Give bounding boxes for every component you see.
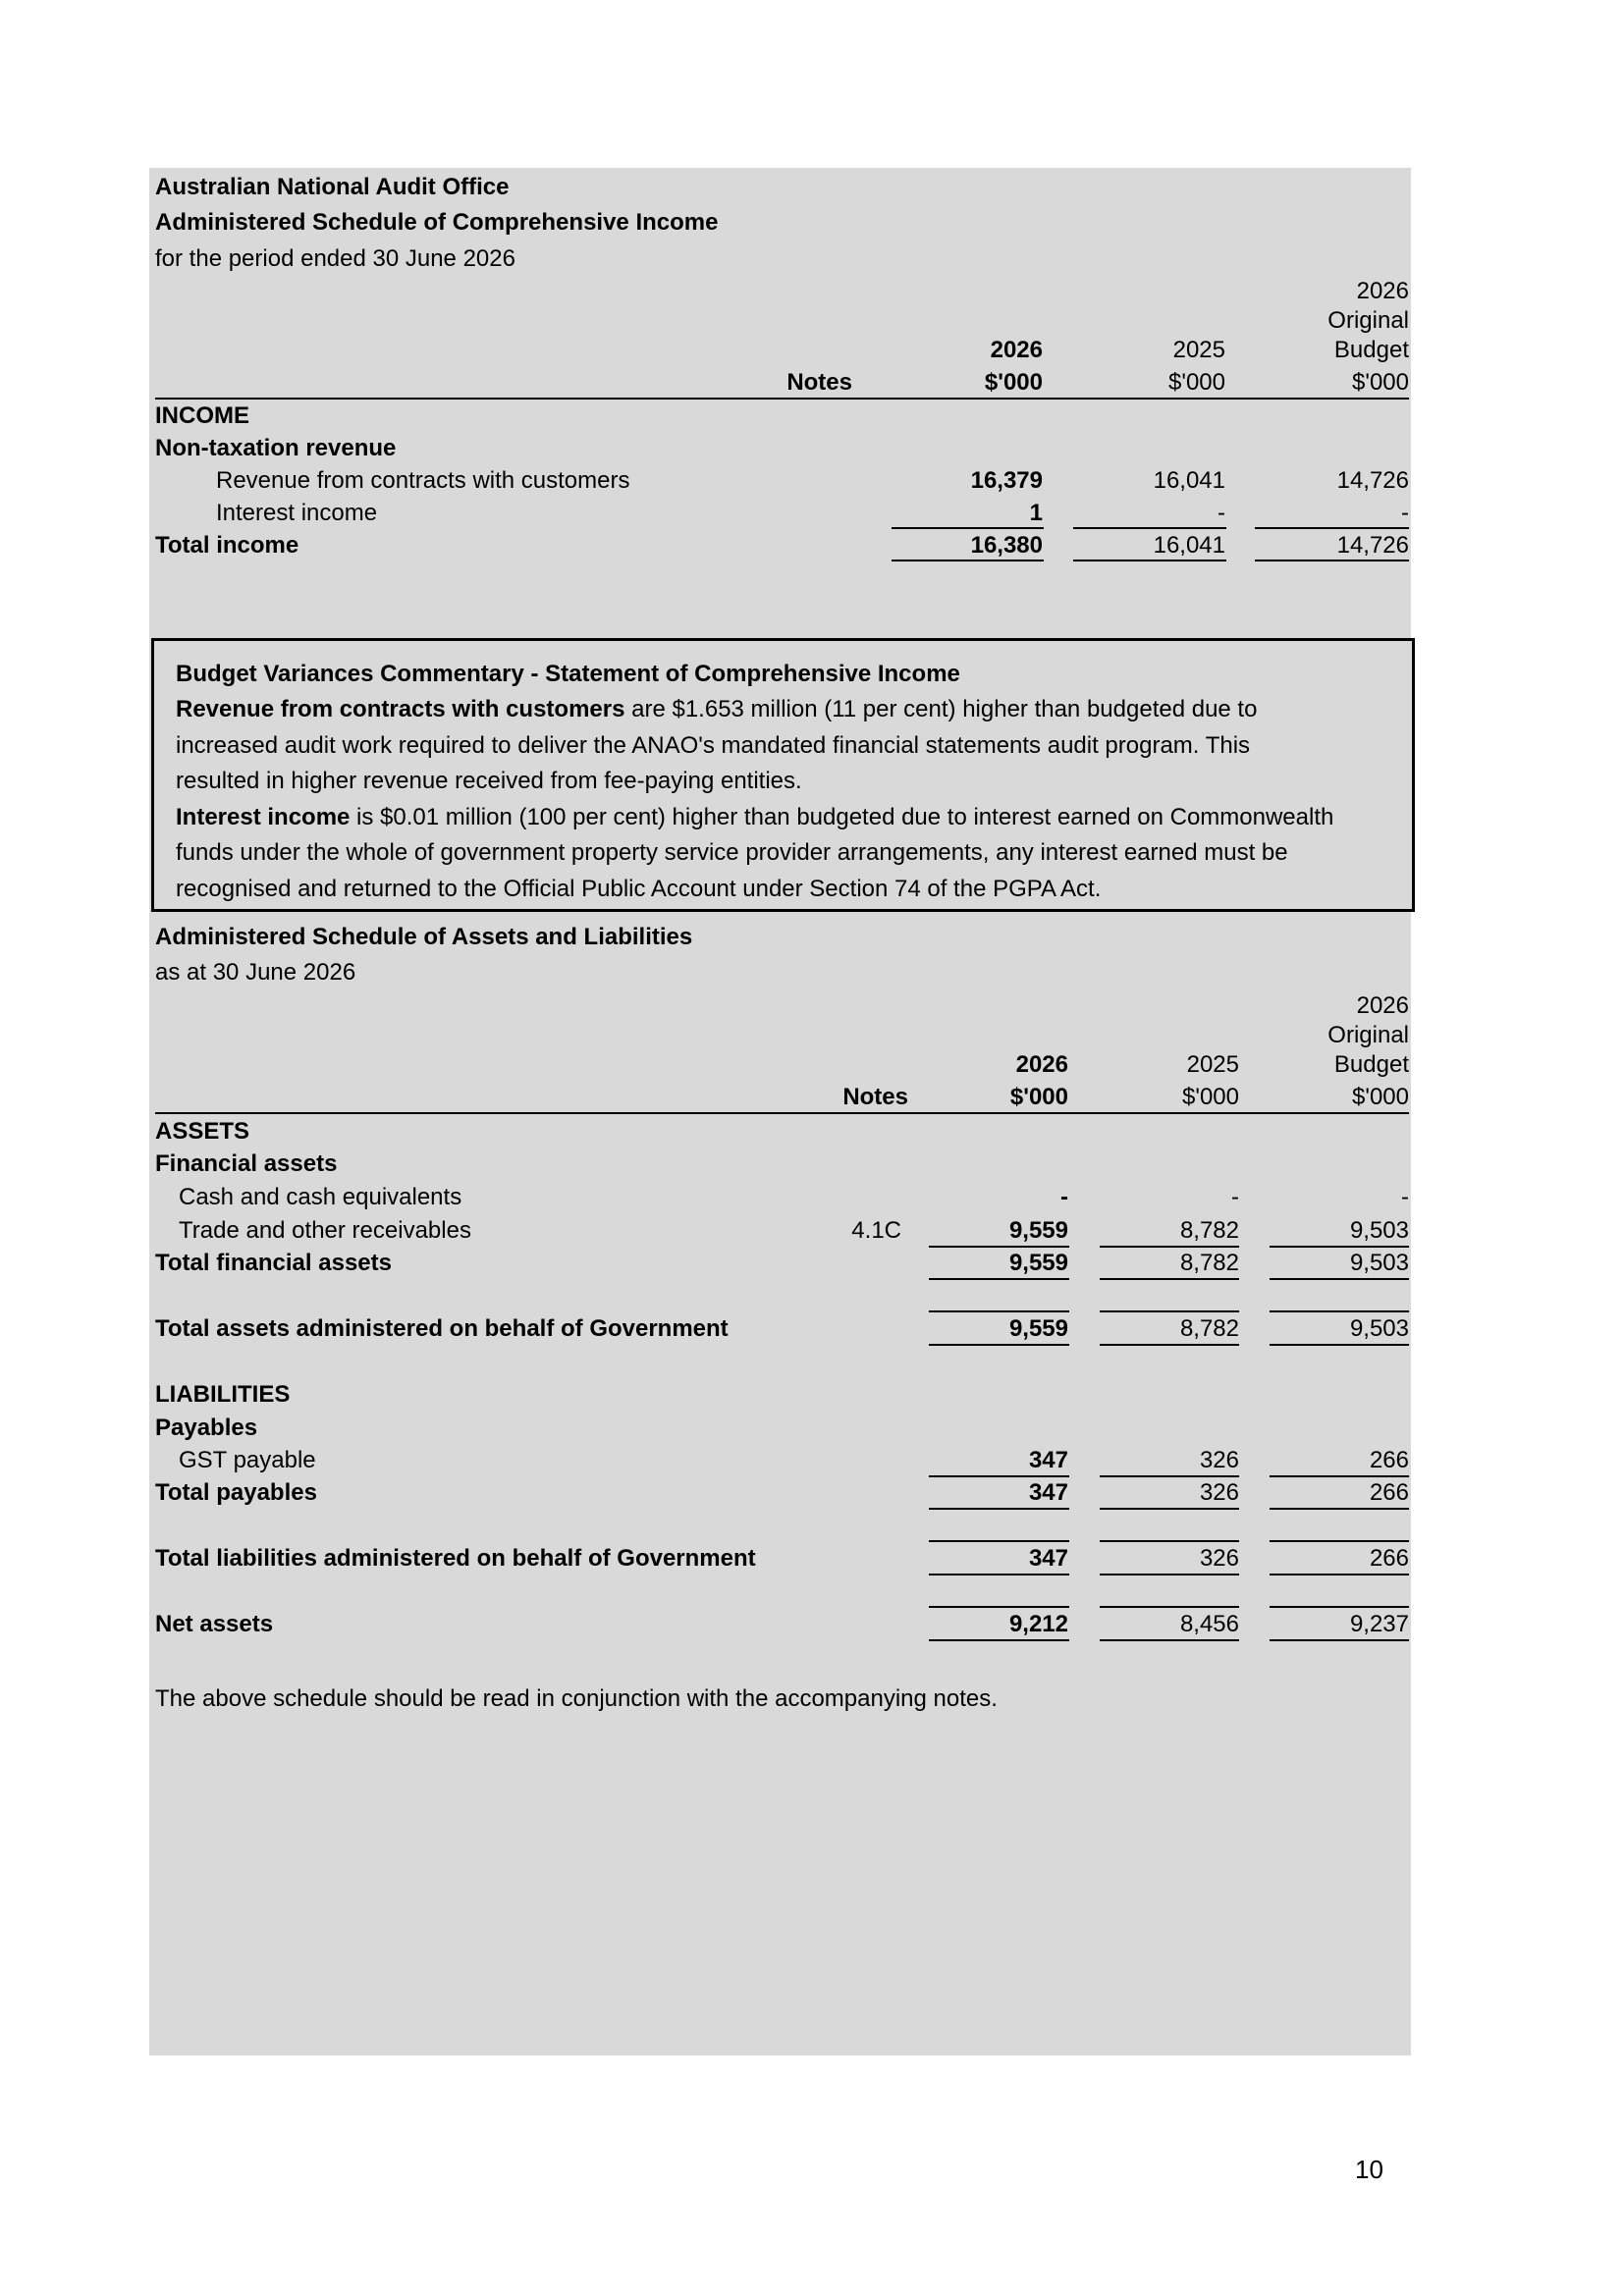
notes-header: Notes [786,369,852,396]
rule [1100,1475,1239,1477]
s2-col3-budget-header: Budget [1333,1051,1409,1078]
s2-col3-year-header: 2026 [1356,992,1409,1019]
s2-col2-year-header: 2025 [1186,1051,1239,1078]
rule [1100,1639,1239,1641]
rule [1270,1540,1409,1542]
rule [929,1246,1069,1248]
rule [1270,1574,1409,1575]
total-liabilities-label: Total liabilities administered on behalf of Government [155,1545,756,1572]
total-payables-label: Total payables [155,1479,317,1506]
rule [892,560,1044,561]
income-heading: INCOME [155,402,249,429]
rule [1100,1540,1239,1542]
rule [1100,1278,1239,1280]
rule [929,1540,1069,1542]
commentary-p2-line1 [176,800,1333,836]
rule [1270,1246,1409,1248]
rule [892,527,1044,529]
cash-2026: - [1060,1184,1068,1210]
total-income-2025: 16,041 [1153,532,1225,559]
cash-2025: - [1231,1184,1239,1210]
total-liabilities-budget: 266 [1369,1545,1409,1572]
col3-original-header: Original [1327,307,1409,334]
gst-payable-label: GST payable [179,1447,316,1473]
rule [1100,1606,1239,1608]
commentary-p2-bold: Interest income [176,804,351,830]
gst-payable-2025: 326 [1199,1447,1239,1473]
rule [929,1508,1069,1510]
s2-col2-unit-header: $'000 [1182,1084,1239,1110]
col3-unit-header: $'000 [1352,369,1409,396]
col1-unit-header: $'000 [984,369,1043,396]
schedule1-period: for the period ended 30 June 2026 [155,245,515,272]
commentary-p1-text: are $1.653 million (11 per cent) higher than budgeted due to [624,696,1258,722]
page-number: 10 [1355,2155,1383,2184]
total-assets-label: Total assets administered on behalf of Government [155,1315,729,1342]
s2-col3-unit-header: $'000 [1352,1084,1409,1110]
commentary-p2-line3: recognised and returned to the Official Public Account under Section 74 of the PGPA Act. [176,876,1102,902]
total-financial-assets-2025: 8,782 [1179,1250,1239,1276]
total-assets-budget: 9,503 [1349,1315,1409,1342]
gst-payable-budget: 266 [1369,1447,1409,1473]
entity-name: Australian National Audit Office [155,174,510,200]
liabilities-heading: LIABILITIES [155,1381,291,1408]
total-financial-assets-budget: 9,503 [1349,1250,1409,1276]
commentary-p1-line2: increased audit work required to deliver the ANAO's mandated financial statements audit program. This [176,732,1251,759]
rule [1100,1344,1239,1346]
rule [1073,560,1226,561]
rule [929,1344,1069,1346]
cash-label: Cash and cash equivalents [179,1184,462,1210]
rule [1100,1508,1239,1510]
col2-year-header: 2025 [1172,337,1225,363]
commentary-title: Budget Variances Commentary - Statement of Comprehensive Income [176,661,960,687]
col3-budget-header: Budget [1333,337,1409,363]
total-assets-2026: 9,559 [1008,1315,1068,1342]
total-assets-2025: 8,782 [1179,1315,1239,1342]
rule [1100,1246,1239,1248]
receivables-2025: 8,782 [1179,1217,1239,1244]
rule [929,1278,1069,1280]
revenue-contracts-label: Revenue from contracts with customers [216,467,630,494]
rule [1270,1508,1409,1510]
commentary-p2-line2: funds under the whole of government property service provider arrangements, any interest earned must be [176,839,1288,866]
schedule1-title: Administered Schedule of Comprehensive Income [155,209,719,236]
cash-budget: - [1401,1184,1409,1210]
rule [929,1475,1069,1477]
header-rule [155,398,1409,400]
interest-income-2025: - [1218,500,1225,526]
rule [929,1606,1069,1608]
s2-col1-year-header: 2026 [1015,1051,1068,1078]
s2-col3-original-header: Original [1327,1022,1409,1048]
net-assets-2025: 8,456 [1179,1611,1239,1637]
rule [1073,527,1226,529]
s2-notes-header: Notes [842,1084,908,1110]
total-liabilities-2026: 347 [1028,1545,1068,1572]
total-income-budget: 14,726 [1336,532,1409,559]
total-income-2026: 16,380 [970,532,1043,559]
s2-header-rule [155,1112,1409,1114]
rule [1255,560,1409,561]
revenue-contracts-2026: 16,379 [970,467,1043,494]
interest-income-label: Interest income [216,500,378,526]
schedule2-title: Administered Schedule of Assets and Liabilities [155,924,693,950]
non-tax-revenue-heading: Non-taxation revenue [155,435,397,461]
total-financial-assets-label: Total financial assets [155,1250,392,1276]
receivables-2026: 9,559 [1008,1217,1068,1244]
commentary-p1-line1 [176,692,1257,728]
interest-income-2026: 1 [1029,500,1043,526]
financial-assets-heading: Financial assets [155,1150,338,1177]
rule [1270,1344,1409,1346]
gst-payable-2026: 347 [1028,1447,1068,1473]
rule [1270,1606,1409,1608]
rule [1270,1278,1409,1280]
revenue-contracts-budget: 14,726 [1336,467,1409,494]
rule [1270,1310,1409,1312]
net-assets-label: Net assets [155,1611,274,1637]
col1-year-header: 2026 [990,337,1043,363]
commentary-p1-line3: resulted in higher revenue received from fee-paying entities. [176,768,802,794]
receivables-label: Trade and other receivables [179,1217,471,1244]
budget-variances-commentary [151,638,1415,912]
schedule-footnote: The above schedule should be read in conjunction with the accompanying notes. [155,1685,998,1712]
interest-income-budget: - [1401,500,1409,526]
rule [1270,1639,1409,1641]
rule [1100,1310,1239,1312]
total-financial-assets-2026: 9,559 [1008,1250,1068,1276]
net-assets-budget: 9,237 [1349,1611,1409,1637]
s2-col1-unit-header: $'000 [1009,1084,1068,1110]
total-income-label: Total income [155,532,299,559]
net-assets-2026: 9,212 [1008,1611,1068,1637]
rule [929,1639,1069,1641]
total-payables-2026: 347 [1028,1479,1068,1506]
rule [1255,527,1409,529]
total-payables-2025: 326 [1199,1479,1239,1506]
total-liabilities-2025: 326 [1199,1545,1239,1572]
rule [1270,1475,1409,1477]
receivables-budget: 9,503 [1349,1217,1409,1244]
rule [1100,1574,1239,1575]
assets-heading: ASSETS [155,1118,250,1145]
col3-year-header: 2026 [1356,278,1409,304]
rule [929,1574,1069,1575]
schedule2-period: as at 30 June 2026 [155,959,356,986]
commentary-p2-text: is $0.01 million (100 per cent) higher than budgeted due to interest earned on Commonwealth [350,804,1334,830]
rule [929,1310,1069,1312]
revenue-contracts-2025: 16,041 [1153,467,1225,494]
payables-heading: Payables [155,1415,258,1441]
commentary-p1-bold: Revenue from contracts with customers [176,696,625,722]
col2-unit-header: $'000 [1168,369,1225,396]
receivables-note: 4.1C [851,1217,901,1244]
total-payables-budget: 266 [1369,1479,1409,1506]
